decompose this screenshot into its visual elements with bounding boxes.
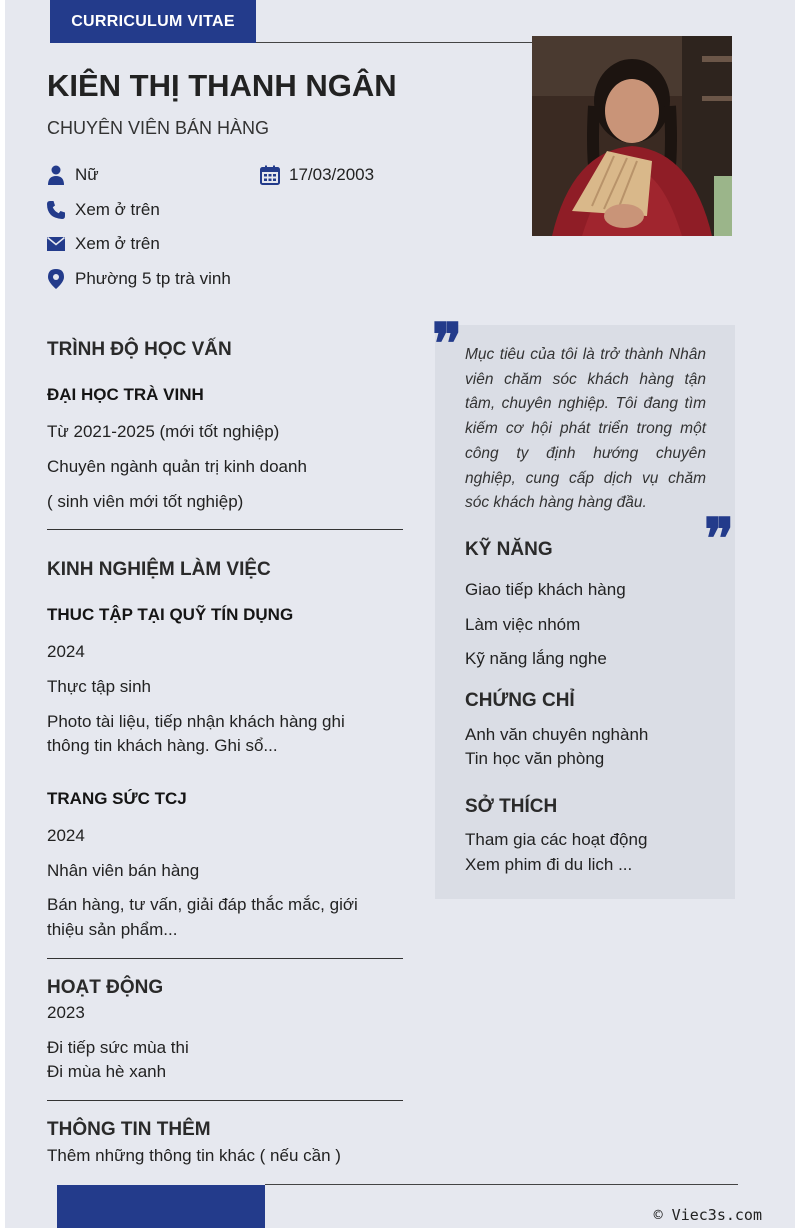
gender-value: Nữ <box>75 165 99 184</box>
education-major: Chuyên ngành quản trị kinh doanh <box>47 457 307 476</box>
birthdate-row <box>260 165 374 185</box>
activities-title: HOẠT ĐỘNG <box>47 977 164 998</box>
gender-row <box>46 165 99 185</box>
education-school: ĐẠI HỌC TRÀ VINH <box>47 385 204 404</box>
cv-banner: CURRICULUM VITAE <box>50 0 256 43</box>
calendar-icon <box>260 165 280 185</box>
certificates-title: CHỨNG CHỈ <box>465 690 575 711</box>
activity-item: Đi tiếp sức mùa thi <box>47 1038 189 1057</box>
job-description-line: thiệu sản phẩm... <box>47 920 178 939</box>
job-company: TRANG SỨC TCJ <box>47 789 187 808</box>
education-title: TRÌNH ĐỘ HỌC VẤN <box>47 339 232 360</box>
certificate-item: Anh văn chuyên nghành <box>465 725 649 744</box>
job-role: Nhân viên bán hàng <box>47 861 200 880</box>
hobby-item: Xem phim đi du lich ... <box>465 855 633 874</box>
email-value: Xem ở trên <box>75 234 160 253</box>
user-icon <box>46 165 66 185</box>
skills-title: KỸ NĂNG <box>465 539 553 560</box>
extra-info-text: Thêm những thông tin khác ( nếu cần ) <box>47 1146 341 1165</box>
phone-value: Xem ở trên <box>75 200 160 219</box>
header-rule <box>256 42 532 43</box>
certificate-item: Tin học văn phòng <box>465 749 605 768</box>
address-value: Phường 5 tp trà vinh <box>75 269 231 288</box>
job-year: 2024 <box>47 826 85 845</box>
phone-icon <box>46 200 66 220</box>
footer-rule <box>265 1184 738 1185</box>
job-description-line: Bán hàng, tư vấn, giải đáp thắc mắc, giới <box>47 895 358 914</box>
skill-item: Giao tiếp khách hàng <box>465 580 626 599</box>
skill-item: Làm việc nhóm <box>465 615 581 634</box>
profile-photo <box>532 36 732 236</box>
experience-title: KINH NGHIỆM LÀM VIỆC <box>47 559 271 580</box>
job-description-line: Photo tài liệu, tiếp nhận khách hàng ghi <box>47 712 345 731</box>
job-role: Thực tập sinh <box>47 677 151 696</box>
mail-icon <box>46 234 66 254</box>
job-year: 2024 <box>47 642 85 661</box>
education-period: Từ 2021-2025 (mới tốt nghiệp) <box>47 422 280 441</box>
activities-year: 2023 <box>47 1003 85 1022</box>
extra-info-title: THÔNG TIN THÊM <box>47 1119 211 1140</box>
footer-accent-block <box>57 1185 265 1228</box>
hobby-item: Tham gia các hoạt động <box>465 830 648 849</box>
hobbies-title: SỞ THÍCH <box>465 796 558 817</box>
email-row <box>46 234 160 254</box>
birthdate-value: 17/03/2003 <box>289 165 375 184</box>
copyright-text[interactable]: © Viec3s.com <box>653 1206 762 1224</box>
skill-item: Kỹ năng lắng nghe <box>465 649 607 668</box>
close-quote-icon: ❞ <box>704 506 735 572</box>
section-divider <box>47 1100 403 1101</box>
location-pin-icon <box>46 269 66 289</box>
career-objective: Mục tiêu của tôi là trở thành Nhân viên chăm sóc khách hàng tận tâm, chuyên nghiệp. Tôi đang tìm kiếm cơ hội phát triển trong một công ty định hướng chuyên nghiệp, cung cấp dịch vụ chăm sóc khách hàng hàng đầu. <box>465 346 706 512</box>
candidate-name: KIÊN THỊ THANH NGÂN <box>47 68 397 103</box>
section-divider <box>47 958 403 959</box>
phone-row <box>46 200 160 220</box>
section-divider <box>47 529 403 530</box>
address-row <box>46 269 231 289</box>
job-description-line: thông tin khách hàng. Ghi sổ... <box>47 736 278 755</box>
job-company: THUC TẬP TẠI QUỸ TÍN DỤNG <box>47 605 294 624</box>
open-quote-icon: ❞ <box>432 311 463 377</box>
activity-item: Đi mùa hè xanh <box>47 1062 167 1081</box>
education-note: ( sinh viên mới tốt nghiệp) <box>47 492 244 511</box>
job-title: CHUYÊN VIÊN BÁN HÀNG <box>47 118 270 138</box>
